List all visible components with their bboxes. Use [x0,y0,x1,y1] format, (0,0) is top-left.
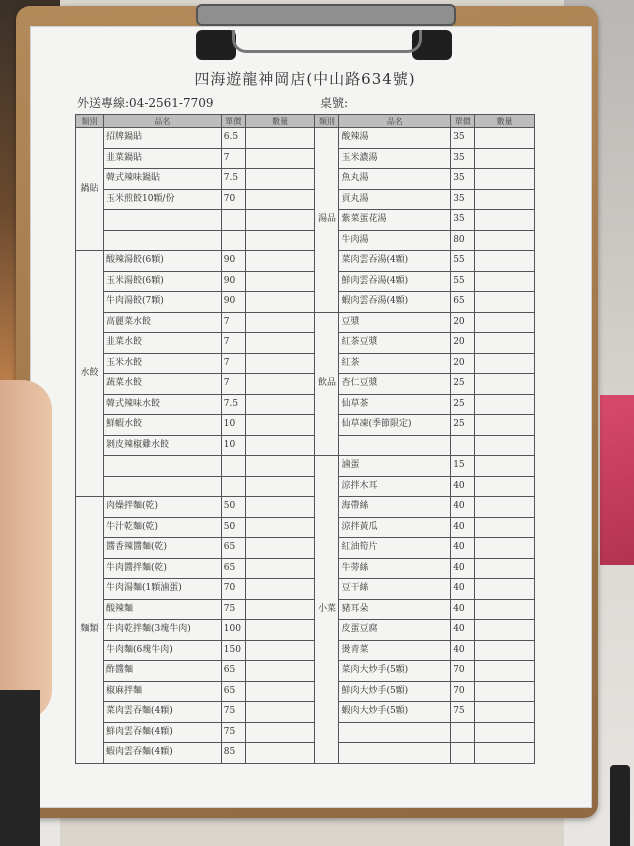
item-name: 肉燥拌麵(乾) [103,497,221,518]
item-price: 25 [451,394,475,415]
item-name-empty [339,435,451,456]
item-price-empty [451,435,475,456]
quantity-cell[interactable] [245,230,315,251]
quantity-cell[interactable] [245,394,315,415]
category-label: 水餃 [76,251,104,497]
table-row [76,210,535,231]
quantity-cell[interactable] [245,579,315,600]
quantity-cell[interactable] [245,251,315,272]
table-row [76,230,535,251]
table-number-label: 桌號: [320,96,349,110]
item-name: 鮮肉雲吞湯(4顆) [339,271,451,292]
sleeve [0,690,40,846]
item-name: 玉米煎餃10顆/份 [103,189,221,210]
item-price: 40 [451,497,475,518]
item-price-empty [221,230,245,251]
item-name: 燙青菜 [339,640,451,661]
quantity-cell[interactable] [245,148,315,169]
quantity-cell[interactable] [245,640,315,661]
quantity-cell[interactable] [475,702,535,723]
column-header: 數量 [475,115,535,128]
quantity-cell[interactable] [245,415,315,436]
delivery-phone: 外送專線:04-2561-7709 [77,96,214,110]
item-name: 牛肉湯麵(1顆滷蛋) [103,579,221,600]
quantity-cell[interactable] [245,374,315,395]
table-row [76,640,535,661]
quantity-cell[interactable] [475,230,535,251]
item-price: 50 [221,497,245,518]
item-price: 35 [451,148,475,169]
item-price: 65 [221,558,245,579]
item-name: 酸辣湯餃(6顆) [103,251,221,272]
item-name: 牛蒡絲 [339,558,451,579]
quantity-cell[interactable] [475,620,535,641]
quantity-cell[interactable] [245,128,315,149]
item-price: 40 [451,517,475,538]
category-label: 湯品 [315,128,339,313]
item-name: 紫菜蛋花湯 [339,210,451,231]
item-price: 35 [451,189,475,210]
item-name: 紅油筍片 [339,538,451,559]
item-name-empty [103,230,221,251]
item-price: 90 [221,251,245,272]
quantity-cell[interactable] [475,374,535,395]
item-name: 椒麻拌麵 [103,681,221,702]
item-name: 招牌鍋貼 [103,128,221,149]
item-name-empty [339,722,451,743]
item-price: 65 [221,538,245,559]
quantity-cell[interactable] [475,435,535,456]
item-price: 40 [451,538,475,559]
quantity-cell[interactable] [245,620,315,641]
item-name: 牛肉湯餃(7顆) [103,292,221,313]
item-name: 韭菜鍋貼 [103,148,221,169]
item-name: 豆漿 [339,312,451,333]
item-name-empty [103,456,221,477]
table-row [76,681,535,702]
quantity-cell[interactable] [475,333,535,354]
pink-object [600,395,634,565]
item-price: 7 [221,374,245,395]
quantity-cell[interactable] [475,661,535,682]
item-name: 菜肉大炒手(5顆) [339,661,451,682]
quantity-cell[interactable] [245,558,315,579]
column-header: 單價 [221,115,245,128]
item-price: 35 [451,210,475,231]
item-name: 紅茶豆漿 [339,333,451,354]
item-name: 韓式辣味鍋貼 [103,169,221,190]
item-price: 20 [451,353,475,374]
item-name: 牛肉麵(6塊牛肉) [103,640,221,661]
table-row [76,599,535,620]
item-price: 25 [451,415,475,436]
quantity-cell[interactable] [475,312,535,333]
item-price: 7 [221,312,245,333]
quantity-cell[interactable] [475,517,535,538]
table-row [76,189,535,210]
item-price: 10 [221,435,245,456]
table-row [76,148,535,169]
table-row [76,558,535,579]
table-row [76,353,535,374]
quantity-cell[interactable] [475,271,535,292]
table-row [76,292,535,313]
item-name: 皮蛋豆腐 [339,620,451,641]
column-header: 數量 [245,115,315,128]
item-price: 40 [451,579,475,600]
quantity-cell[interactable] [475,640,535,661]
table-row [76,579,535,600]
quantity-cell[interactable] [245,189,315,210]
quantity-cell[interactable] [475,353,535,374]
quantity-cell[interactable] [475,394,535,415]
quantity-cell[interactable] [475,292,535,313]
quantity-cell[interactable] [245,743,315,764]
item-price: 35 [451,128,475,149]
item-price: 75 [221,722,245,743]
item-price: 20 [451,333,475,354]
item-price: 70 [451,661,475,682]
table-header-row [76,115,535,128]
item-name: 鮮肉雲吞麵(4顆) [103,722,221,743]
category-label: 麵類 [76,497,104,764]
item-name: 韭菜水餃 [103,333,221,354]
item-name-empty [103,210,221,231]
item-price: 7 [221,353,245,374]
quantity-cell[interactable] [475,456,535,477]
quantity-cell[interactable] [245,538,315,559]
table-row [76,722,535,743]
item-name: 牛肉湯 [339,230,451,251]
quantity-cell[interactable] [245,271,315,292]
item-price: 70 [221,579,245,600]
table-row [76,169,535,190]
item-price-empty [221,456,245,477]
item-price: 75 [221,599,245,620]
menu-table [75,114,535,764]
table-row [76,312,535,333]
item-name: 紅茶 [339,353,451,374]
table-row [76,435,535,456]
item-name: 豬耳朵 [339,599,451,620]
category-label: 鍋貼 [76,128,104,251]
item-price: 55 [451,271,475,292]
quantity-cell[interactable] [245,353,315,374]
quantity-cell[interactable] [475,210,535,231]
quantity-cell[interactable] [245,476,315,497]
quantity-cell[interactable] [245,435,315,456]
item-name: 醬香辣醬麵(乾) [103,538,221,559]
item-name: 蝦肉大炒手(5顆) [339,702,451,723]
item-price: 40 [451,640,475,661]
item-price-empty [221,210,245,231]
table-row [76,415,535,436]
quantity-cell[interactable] [475,722,535,743]
item-name: 仙草茶 [339,394,451,415]
quantity-cell[interactable] [245,702,315,723]
item-name: 牛肉乾拌麵(3塊牛肉) [103,620,221,641]
table-row [76,620,535,641]
table-row [76,497,535,518]
item-name: 豆干絲 [339,579,451,600]
table-row [76,476,535,497]
quantity-cell[interactable] [245,681,315,702]
item-price: 50 [221,517,245,538]
item-name: 酸辣湯 [339,128,451,149]
item-name: 牛汁乾麵(乾) [103,517,221,538]
item-price: 35 [451,169,475,190]
item-price: 6.5 [221,128,245,149]
item-price: 80 [451,230,475,251]
clipboard-clip [196,0,452,62]
hand [0,380,52,720]
item-price: 100 [221,620,245,641]
table-row [76,661,535,682]
quantity-cell[interactable] [475,251,535,272]
item-price: 7.5 [221,169,245,190]
item-price: 40 [451,599,475,620]
item-name: 玉米濃湯 [339,148,451,169]
clip-bar [196,4,456,26]
item-name: 酢醬麵 [103,661,221,682]
item-price: 150 [221,640,245,661]
quantity-cell[interactable] [245,292,315,313]
quantity-cell[interactable] [245,312,315,333]
quantity-cell[interactable] [245,333,315,354]
quantity-cell[interactable] [245,661,315,682]
clip-wire [232,30,422,53]
item-price: 7 [221,148,245,169]
quantity-cell[interactable] [245,517,315,538]
quantity-cell[interactable] [245,722,315,743]
table-row [76,271,535,292]
item-name-empty [103,476,221,497]
item-price: 75 [221,702,245,723]
item-price: 15 [451,456,475,477]
pen [610,765,630,846]
item-price: 70 [451,681,475,702]
item-name: 蝦肉雲吞湯(4顆) [339,292,451,313]
item-name: 魚丸湯 [339,169,451,190]
item-price: 70 [221,189,245,210]
item-name: 酸辣麵 [103,599,221,620]
category-label: 飲品 [315,312,339,456]
quantity-cell[interactable] [245,599,315,620]
item-price: 40 [451,558,475,579]
item-price: 90 [221,292,245,313]
quantity-cell[interactable] [245,169,315,190]
quantity-cell[interactable] [245,497,315,518]
item-name: 鮮肉大炒手(5顆) [339,681,451,702]
table-row [76,743,535,764]
item-name: 貢丸湯 [339,189,451,210]
quantity-cell[interactable] [475,415,535,436]
item-price: 65 [221,661,245,682]
item-name: 海帶絲 [339,497,451,518]
column-header: 類別 [76,115,104,128]
item-price-empty [221,476,245,497]
table-row [76,538,535,559]
clip-left-ear [196,30,236,60]
item-price: 25 [451,374,475,395]
item-name: 杏仁豆漿 [339,374,451,395]
item-price: 40 [451,620,475,641]
item-price: 65 [451,292,475,313]
quantity-cell[interactable] [475,497,535,518]
quantity-cell[interactable] [245,210,315,231]
item-price: 75 [451,702,475,723]
column-header: 類別 [315,115,339,128]
quantity-cell[interactable] [245,456,315,477]
item-name: 涼拌木耳 [339,476,451,497]
quantity-cell[interactable] [475,128,535,149]
column-header: 品名 [339,115,451,128]
column-header: 品名 [103,115,221,128]
item-price: 90 [221,271,245,292]
item-name: 韓式辣味水餃 [103,394,221,415]
quantity-cell[interactable] [475,681,535,702]
item-name-empty [339,743,451,764]
quantity-cell[interactable] [475,579,535,600]
item-name: 玉米湯餃(6顆) [103,271,221,292]
table-row [76,333,535,354]
item-price: 7.5 [221,394,245,415]
quantity-cell[interactable] [475,599,535,620]
item-price: 20 [451,312,475,333]
item-price-empty [451,743,475,764]
category-label: 小菜 [315,456,339,764]
item-name: 菜肉雲吞湯(4顆) [339,251,451,272]
table-row [76,394,535,415]
item-price: 7 [221,333,245,354]
item-name: 牛肉醬拌麵(乾) [103,558,221,579]
table-row [76,251,535,272]
column-header: 單價 [451,115,475,128]
quantity-cell[interactable] [475,476,535,497]
table-row [76,128,535,149]
item-name: 蔬菜水餃 [103,374,221,395]
item-price: 85 [221,743,245,764]
item-price: 40 [451,476,475,497]
quantity-cell[interactable] [475,743,535,764]
quantity-cell[interactable] [475,189,535,210]
item-name: 高麗菜水餃 [103,312,221,333]
item-price: 10 [221,415,245,436]
table-row [76,456,535,477]
item-name: 仙草凍(季節限定) [339,415,451,436]
quantity-cell[interactable] [475,538,535,559]
item-name: 鮮蝦水餃 [103,415,221,436]
page-title: 四海遊龍神岡店(中山路634號) [194,70,416,88]
item-price: 55 [451,251,475,272]
item-name: 菜肉雲吞麵(4顆) [103,702,221,723]
item-price-empty [451,722,475,743]
table-row [76,374,535,395]
table-row [76,517,535,538]
item-name: 玉米水餃 [103,353,221,374]
item-name: 剝皮辣椒雞水餃 [103,435,221,456]
quantity-cell[interactable] [475,169,535,190]
table-row [76,702,535,723]
item-price: 65 [221,681,245,702]
item-name: 滷蛋 [339,456,451,477]
item-name: 蝦肉雲吞麵(4顆) [103,743,221,764]
quantity-cell[interactable] [475,148,535,169]
quantity-cell[interactable] [475,558,535,579]
item-name: 涼拌黃瓜 [339,517,451,538]
